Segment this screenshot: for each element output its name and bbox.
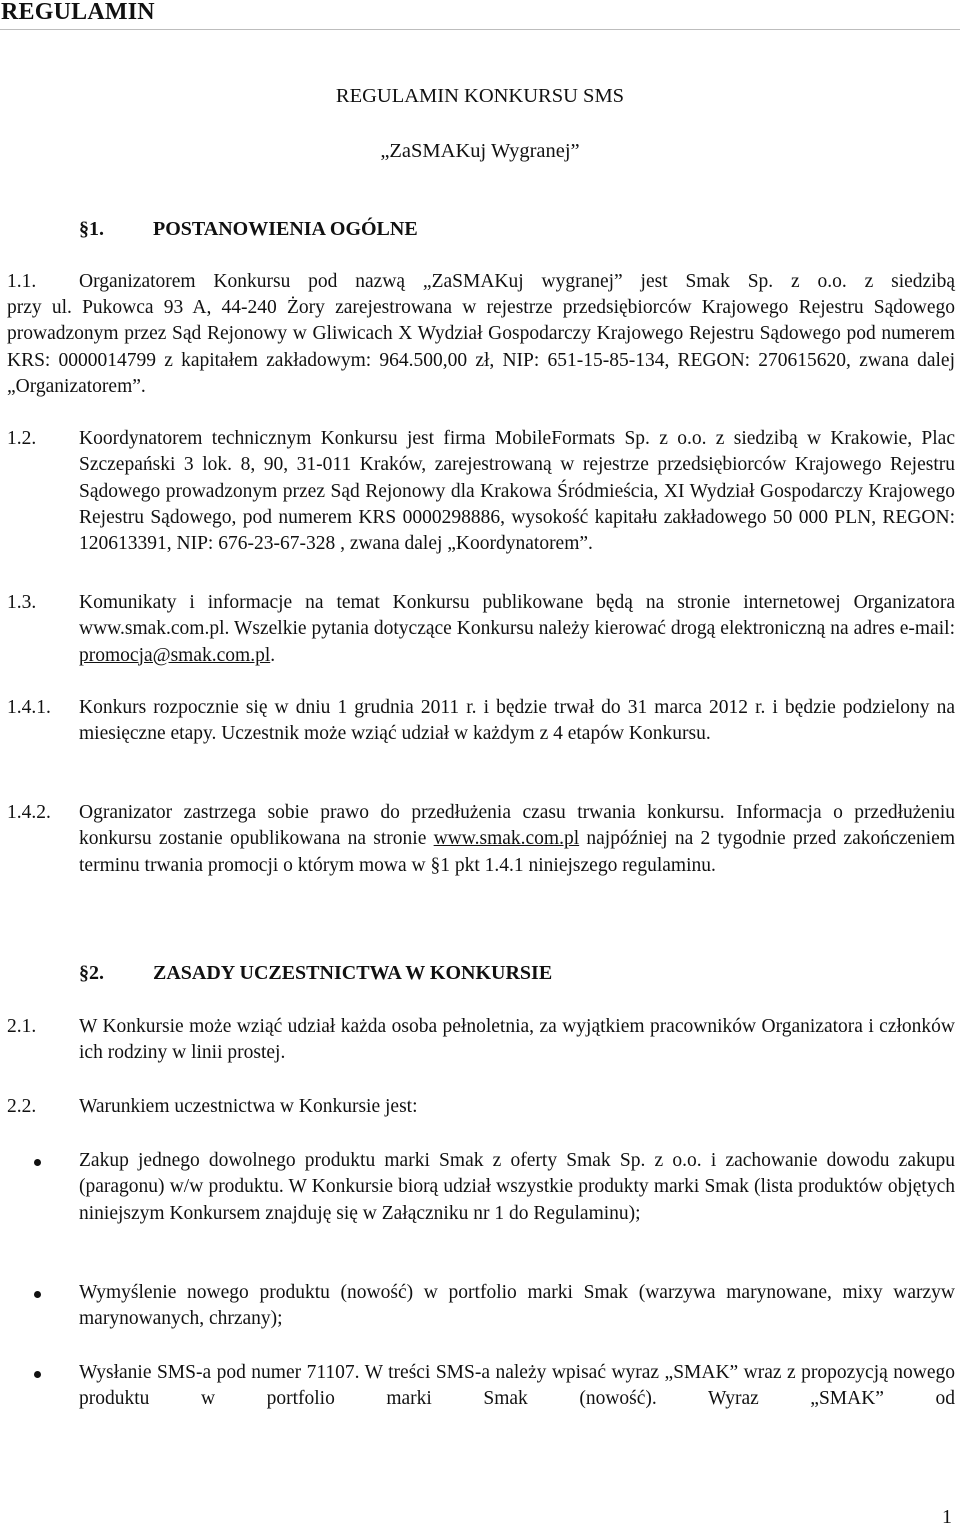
paragraph-1-3-text: Komunikaty i informacje na temat Konkursu publikowane będą na stronie internetowej Organizatora www.smak.com.pl. Wszelkie pytania dotyczące Konkursu należy kierować drogą elektroniczną na adres e-mail: [79, 592, 955, 640]
section-2-symbol: §2. [79, 962, 104, 984]
paragraph-1-1-number: 1.1. [7, 271, 37, 292]
regulation-title: REGULAMIN KONKURSU SMS [335, 85, 625, 107]
condition-item: Wymyślenie nowego produktu (nowość) w portfolio marki Smak (warzywa marynowane, mixy warzyw marynowanych, chrzany); [79, 1282, 955, 1330]
bullet-icon [34, 1371, 41, 1378]
document-header-title: REGULAMIN [1, 0, 155, 25]
paragraph-1-2-text: Koordynatorem technicznym Konkursu jest firma MobileFormats Sp. z o.o. z siedzibą w Krakowie, Plac Szczepański 3 lok. 8, 90, 31-011 Kraków, zarejestrowaną w rejestrze przedsiębiorców Krajowego Rejestru Sądowego prowadzonym przez Sąd Rejonowy dla Krakowa Śródmieścia, XI Wydział Gospodarczy Krajowego Rejestru Sądowego, pod numerem KRS 0000298886, wysokość kapitału zakładowego 50 000 PLN, REGON: 120613391, NIP: 676-23-67-328 , zwana dalej „Koordynatorem”. [79, 428, 955, 555]
paragraph-1-4-2 [79, 800, 955, 879]
paragraph-1-4-2-text: Ogranizator zastrzega sobie prawo do przedłużenia czasu trwania konkursu. Informacja o przedłużeniu konkursu zostanie opublikowana na stronie [79, 802, 955, 850]
section-1-symbol: §1. [79, 218, 104, 240]
paragraph-1-4-2-end: najpóźniej na 2 tygodnie przed zakończeniem terminu trwania promocji o którym mowa w §1 pkt 1.4.1 niniejszego regulaminu. [79, 828, 955, 876]
section-1-heading: POSTANOWIENIA OGÓLNE [153, 218, 418, 240]
bullet-icon [34, 1159, 41, 1166]
condition-item: Wysłanie SMS-a pod numer 71107. W treści SMS-a należy wpisać wyraz „SMAK” wraz z propozycją nowego produktu w portfolio marki Smak (nowość). Wyraz „SMAK” od [79, 1362, 955, 1410]
paragraph-1-4-1-text: Konkurs rozpocznie się w dniu 1 grudnia 2011 r. i będzie trwał do 31 marca 2012 r. i będzie podzielony na miesięczne etapy. Uczestnik może wziąć udział w każdym z 4 etapów Konkursu. [79, 697, 955, 745]
paragraph-2-1-number: 2.1. [7, 1016, 37, 1037]
paragraph-1-3-number: 1.3. [7, 592, 37, 613]
contact-email-link[interactable]: promocja@smak.com.pl [79, 644, 271, 666]
paragraph-2-2-number: 2.2. [7, 1096, 37, 1117]
paragraph-1-3-end: . [270, 644, 276, 666]
paragraph-1-3 [79, 590, 955, 669]
paragraph-1-1-first-line: Organizatorem Konkursu pod nazwą „ZaSMAKuj wygranej” jest Smak Sp. z o.o. z siedzibą [79, 271, 955, 292]
paragraph-1-4-1-number: 1.4.1. [7, 697, 51, 718]
bullet-icon [34, 1291, 41, 1298]
contest-name: „ZaSMAKuj Wygranej” [380, 140, 580, 162]
paragraph-2-2-text: Warunkiem uczestnictwa w Konkursie jest: [79, 1096, 418, 1117]
document-header-bar [0, 0, 960, 30]
paragraph-2-1-text: W Konkursie może wziąć udział każda osoba pełnoletnia, za wyjątkiem pracowników Organizatora i członków ich rodziny w linii prostej. [79, 1016, 955, 1064]
section-2-heading: ZASADY UCZESTNICTWA W KONKURSIE [153, 962, 553, 984]
paragraph-1-2-number: 1.2. [7, 428, 37, 449]
page-number: 1 [942, 1506, 952, 1528]
paragraph-1-4-2-number: 1.4.2. [7, 802, 51, 823]
paragraph-1-1-text: przy ul. Pukowca 93 A, 44-240 Żory zarejestrowana w rejestrze przedsiębiorców Krajowego Rejestru Sądowego prowadzonym przez Sąd Rejonowy w Gliwicach X Wydział Gospodarczy Krajowego Rejestru Sądowego pod numerem KRS: 0000014799 z kapitałem zakładowym: 964.500,00 zł, NIP: 651-15-85-134, REGON: 270615620, zwana dalej „Organizatorem”. [7, 297, 955, 397]
website-link[interactable]: www.smak.com.pl [433, 828, 580, 850]
condition-item: Zakup jednego dowolnego produktu marki Smak z oferty Smak Sp. z o.o. i zachowanie dowodu zakupu (paragonu) w/w produktu. W Konkursie biorą udział wszystkie produkty marki Smak (lista produktów objętych niniejszym Konkursem znajduję się w Załączniku nr 1 do Regulaminu); [79, 1150, 955, 1224]
